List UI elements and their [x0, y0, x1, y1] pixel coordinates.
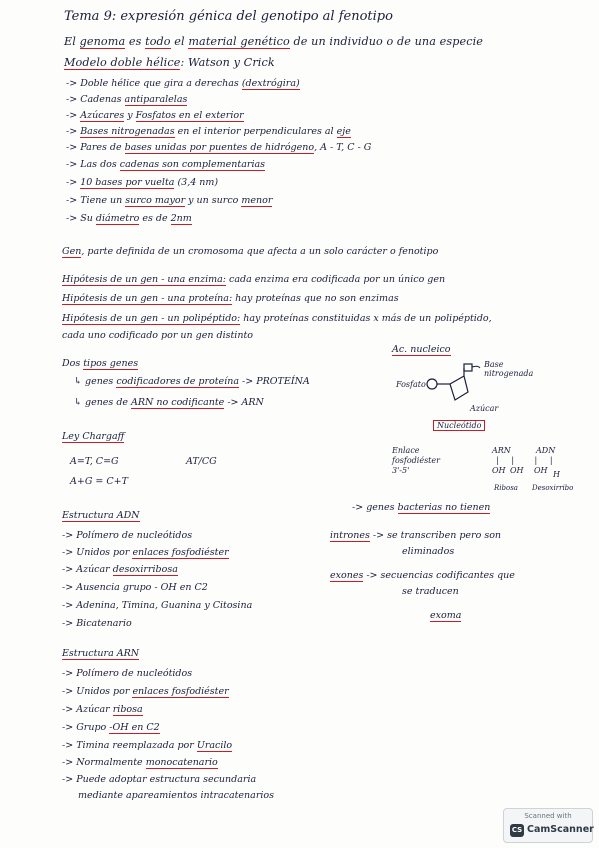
- item-highlight: Bases nitrogenadas: [80, 126, 175, 137]
- enlace-l2: fosfodiéster: [392, 456, 440, 465]
- hipotesis-rest: cada enzima era codificada por un único gen: [226, 274, 446, 285]
- intrones-head: intrones: [330, 530, 370, 541]
- item-text: -> PROTEÍNA: [239, 376, 310, 387]
- item-highlight: Fosfatos en el exterior: [135, 110, 244, 121]
- title-text: Tema 9: expresión génica del genotipo al fenotipo: [64, 9, 393, 24]
- item-highlight: -OH en C2: [109, 722, 160, 733]
- exones-rest: -> secuencias codificantes que: [363, 570, 515, 581]
- badge-name: CamScanner: [527, 824, 594, 835]
- intro-b: es: [125, 35, 146, 48]
- intrones-rest2: eliminados: [402, 546, 455, 557]
- item-text: Azúcar: [76, 564, 113, 575]
- exoma-label: [430, 610, 461, 621]
- item-text: Adenina, Timina, Guanina y Citosina: [76, 600, 253, 611]
- item-highlight: eje: [336, 126, 351, 137]
- arrow: ->: [62, 530, 74, 541]
- adn-text: ADN: [536, 446, 556, 455]
- oh-text: OH: [492, 466, 506, 475]
- item-highlight: bases unidas por puentes de hidrógeno: [124, 142, 315, 153]
- hipotesis-rest: hay proteínas que no son enzimas: [232, 293, 399, 304]
- gen-definition: [62, 246, 438, 257]
- hipotesis-1: [62, 274, 445, 285]
- item-text: Timina reemplazada por: [76, 740, 197, 751]
- item-highlight: ARN no codificante: [131, 397, 225, 408]
- adn-struct-heading: [62, 510, 140, 521]
- arrow: ->: [66, 142, 78, 153]
- item-highlight: 2nm: [170, 213, 192, 224]
- arn-item-6: [62, 757, 218, 768]
- eq1-text: A=T, C=G: [70, 456, 119, 467]
- item-text: Bicatenario: [76, 618, 132, 629]
- arrow: ->: [62, 774, 74, 785]
- item-text: Azúcar: [76, 704, 113, 715]
- chargaff-heading: [62, 431, 124, 442]
- branch-glyph: ↳: [74, 397, 85, 408]
- item-text: genes de: [84, 397, 132, 408]
- arrow: ->: [62, 704, 74, 715]
- modelo-item-6: [66, 159, 265, 170]
- adn-item-6: [62, 618, 132, 629]
- hipotesis-head: Hipótesis de un gen - una proteína:: [62, 293, 233, 304]
- item-highlight: cadenas son complementarias: [119, 159, 266, 170]
- adn-item-5: [62, 600, 252, 611]
- chargaff-eq3: [70, 476, 128, 487]
- arrow: ->: [62, 564, 74, 575]
- chargaff-eq2: [186, 456, 217, 467]
- arrow: ->: [62, 600, 74, 611]
- hipotesis-continuation: [62, 330, 253, 341]
- item-highlight: enlaces fosfodiéster: [132, 547, 229, 558]
- dos-tipos-a: Dos: [62, 358, 84, 369]
- fosfato-text: Fosfato: [396, 380, 426, 389]
- tick-marks: | | | |: [496, 456, 553, 465]
- item-highlight: codificadores de proteína: [116, 376, 239, 387]
- item-text: Doble hélice que gira a derechas: [80, 78, 242, 89]
- dos-tipos-b: tipos genes: [83, 358, 139, 369]
- modelo-heading-text: Modelo doble hélice: [64, 56, 181, 69]
- item-text: Tiene un: [80, 195, 126, 206]
- item-text: -> genes: [352, 502, 398, 513]
- item-highlight: enlaces fosfodiéster: [132, 686, 229, 697]
- intrones-line-2: [402, 546, 454, 557]
- chargaff-eq1: [70, 456, 119, 467]
- intro-line: [64, 35, 483, 48]
- hipotesis-2: [62, 293, 399, 304]
- item-text: Unidos por: [76, 686, 133, 697]
- base-label: [484, 360, 544, 378]
- modelo-item-2: [66, 94, 187, 105]
- item-highlight: diámetro: [95, 213, 140, 224]
- exoma-text: exoma: [430, 610, 462, 621]
- nucleotido-label: [433, 421, 485, 430]
- intro-material: material genético: [188, 35, 290, 48]
- item-highlight: monocatenario: [145, 757, 218, 768]
- arn-heading-text: Estructura ARN: [62, 648, 140, 659]
- desoxi-text: Desoxirribo: [532, 484, 574, 492]
- item-text: es de: [139, 213, 171, 224]
- item-highlight: desoxirribosa: [112, 564, 178, 575]
- hipotesis-3: [62, 313, 492, 324]
- item-highlight: antiparalelas: [124, 94, 188, 105]
- intro-c: el: [170, 35, 189, 48]
- azucar-label: [470, 404, 498, 413]
- hipotesis-head: Hipótesis de un gen - un polipéptido:: [62, 313, 241, 324]
- intro-d: de un individuo o de una especie: [289, 35, 483, 48]
- item-highlight: 10 bases por vuelta: [80, 177, 175, 188]
- item-highlight: Azúcares: [80, 110, 125, 121]
- base-text: Base nitrogenada: [484, 360, 534, 378]
- eq2-text: AT/CG: [186, 456, 217, 467]
- enlace-label: [392, 446, 452, 476]
- exones-line-2: [402, 586, 459, 597]
- item-highlight: bacterias no tienen: [397, 502, 491, 513]
- item-highlight: menor: [241, 195, 273, 206]
- sugar-pentagon: [450, 376, 468, 400]
- arn-struct-heading: [62, 648, 139, 659]
- item-text: Cadenas: [80, 94, 125, 105]
- item-text: Normalmente: [76, 757, 146, 768]
- modelo-item-4: [66, 126, 351, 137]
- modelo-item-1: [66, 78, 300, 89]
- camscanner-badge: [503, 808, 593, 843]
- enlace-l1: Enlace: [392, 446, 420, 455]
- arrow: ->: [66, 195, 78, 206]
- oh1-label: [492, 466, 506, 475]
- camscanner-logo-icon: CS: [510, 824, 524, 837]
- arrow: ->: [62, 618, 74, 629]
- pointer-line: [472, 366, 480, 368]
- exones-head: exones: [330, 570, 364, 581]
- item-text: y: [124, 110, 136, 121]
- dos-tipos-item-2: [74, 397, 264, 408]
- modelo-item-7: [66, 177, 218, 188]
- arn-label: [492, 446, 511, 455]
- item-text: (3,4 nm): [174, 177, 219, 188]
- oh2-label: [510, 466, 524, 475]
- gen-rest: , parte definida de un cromosoma que afecta a un solo carácter o fenotipo: [81, 246, 439, 257]
- exones-rest2: se traducen: [402, 586, 459, 597]
- branch-glyph: ↳: [74, 376, 85, 387]
- item-text: Polímero de nucleótidos: [76, 530, 193, 541]
- arn-item-3: [62, 704, 143, 715]
- chargaff-heading-text: Ley Chargaff: [62, 431, 125, 442]
- adn-item-1: [62, 530, 192, 541]
- ribosa-text: Ribosa: [494, 484, 518, 492]
- azucar-text: Azúcar: [470, 404, 499, 413]
- arn-item-5: [62, 740, 232, 751]
- h-text: H: [553, 470, 560, 479]
- eq3-text: A+G = C+T: [70, 476, 128, 487]
- modelo-item-3: [66, 110, 244, 121]
- arn-item-7: [62, 774, 256, 785]
- modelo-item-9: [66, 213, 192, 224]
- item-text: Ausencia grupo - OH en C2: [76, 582, 208, 593]
- gen-word: Gen: [62, 246, 82, 257]
- arrow: ->: [66, 94, 78, 105]
- arrow: ->: [66, 78, 78, 89]
- intrones-line: [330, 530, 501, 541]
- arn-item-1: [62, 668, 192, 679]
- item-text: Grupo: [76, 722, 110, 733]
- ribosa-label: [494, 484, 518, 492]
- phosphate-circle: [427, 379, 437, 389]
- hipotesis-cont-text: cada uno codificado por un gen distinto: [62, 330, 253, 341]
- modelo-heading: [64, 56, 275, 69]
- item-text: genes: [84, 376, 117, 387]
- item-text: Las dos: [80, 159, 120, 170]
- acido-heading-text: Ac. nucleico: [392, 344, 451, 355]
- item-text: mediante apareamientos intracatenarios: [78, 790, 275, 801]
- oh-text: OH: [510, 466, 524, 475]
- item-text: Puede adoptar estructura secundaria: [76, 774, 257, 785]
- item-highlight: Uracilo: [196, 740, 233, 751]
- arrow: ->: [66, 177, 78, 188]
- nucleotido-text: Nucleótido: [433, 420, 485, 431]
- genes-bacterias: [352, 502, 490, 513]
- adn-item-4: [62, 582, 208, 593]
- base-square: [464, 364, 472, 371]
- arrow: ->: [66, 110, 78, 121]
- modelo-item-8: [66, 195, 272, 206]
- arrow: ->: [62, 668, 74, 679]
- arrow: ->: [62, 740, 74, 751]
- intro-todo: todo: [145, 35, 171, 48]
- item-highlight: surco mayor: [125, 195, 186, 206]
- arrow: ->: [66, 126, 78, 137]
- arrow: ->: [62, 757, 74, 768]
- adn-heading-text: Estructura ADN: [62, 510, 140, 521]
- page-title: [64, 9, 393, 24]
- badge-small-text: Scanned with: [524, 812, 572, 820]
- modelo-suffix: : Watson y Crick: [180, 56, 275, 69]
- arrow: ->: [62, 722, 74, 733]
- item-highlight: ribosa: [112, 704, 143, 715]
- arrow: ->: [66, 213, 78, 224]
- arrow: ->: [66, 159, 78, 170]
- arrow: ->: [62, 547, 74, 558]
- arn-item-2: [62, 686, 229, 697]
- item-text: Unidos por: [76, 547, 133, 558]
- h-label: [553, 470, 560, 479]
- adn-label: [536, 446, 555, 455]
- dos-tipos-heading: [62, 358, 138, 369]
- enlace-l3: 3'-5': [392, 466, 410, 475]
- fosfato-label: [396, 380, 426, 389]
- hipotesis-rest: hay proteínas constituidas x más de un polipéptido,: [240, 313, 492, 324]
- item-text: , A - T, C - G: [314, 142, 372, 153]
- item-text: en el interior perpendiculares al: [174, 126, 337, 137]
- dos-tipos-item-1: [74, 376, 310, 387]
- oh3-label: [534, 466, 548, 475]
- arrow: ->: [62, 686, 74, 697]
- arrow: ->: [62, 582, 74, 593]
- oh-text: OH: [534, 466, 548, 475]
- item-text: Pares de: [80, 142, 125, 153]
- arn-text: ARN: [492, 446, 511, 455]
- adn-item-2: [62, 547, 229, 558]
- item-text: Polímero de nucleótidos: [76, 668, 193, 679]
- item-highlight: (dextrógira): [241, 78, 300, 89]
- hipotesis-head: Hipótesis de un gen - una enzima:: [62, 274, 227, 285]
- acido-heading: [392, 344, 451, 355]
- intro-genoma: genoma: [79, 35, 126, 48]
- exones-line: [330, 570, 515, 581]
- desoxi-label: [532, 484, 573, 492]
- arn-item-4: [62, 722, 160, 733]
- modelo-item-5: [66, 142, 371, 153]
- intrones-rest: -> se transcriben pero son: [369, 530, 502, 541]
- adn-item-3: [62, 564, 178, 575]
- arn-item-8: [78, 790, 274, 801]
- intro-a: El: [64, 35, 80, 48]
- item-text: Su: [80, 213, 96, 224]
- item-text: y un surco: [185, 195, 242, 206]
- item-text: -> ARN: [224, 397, 264, 408]
